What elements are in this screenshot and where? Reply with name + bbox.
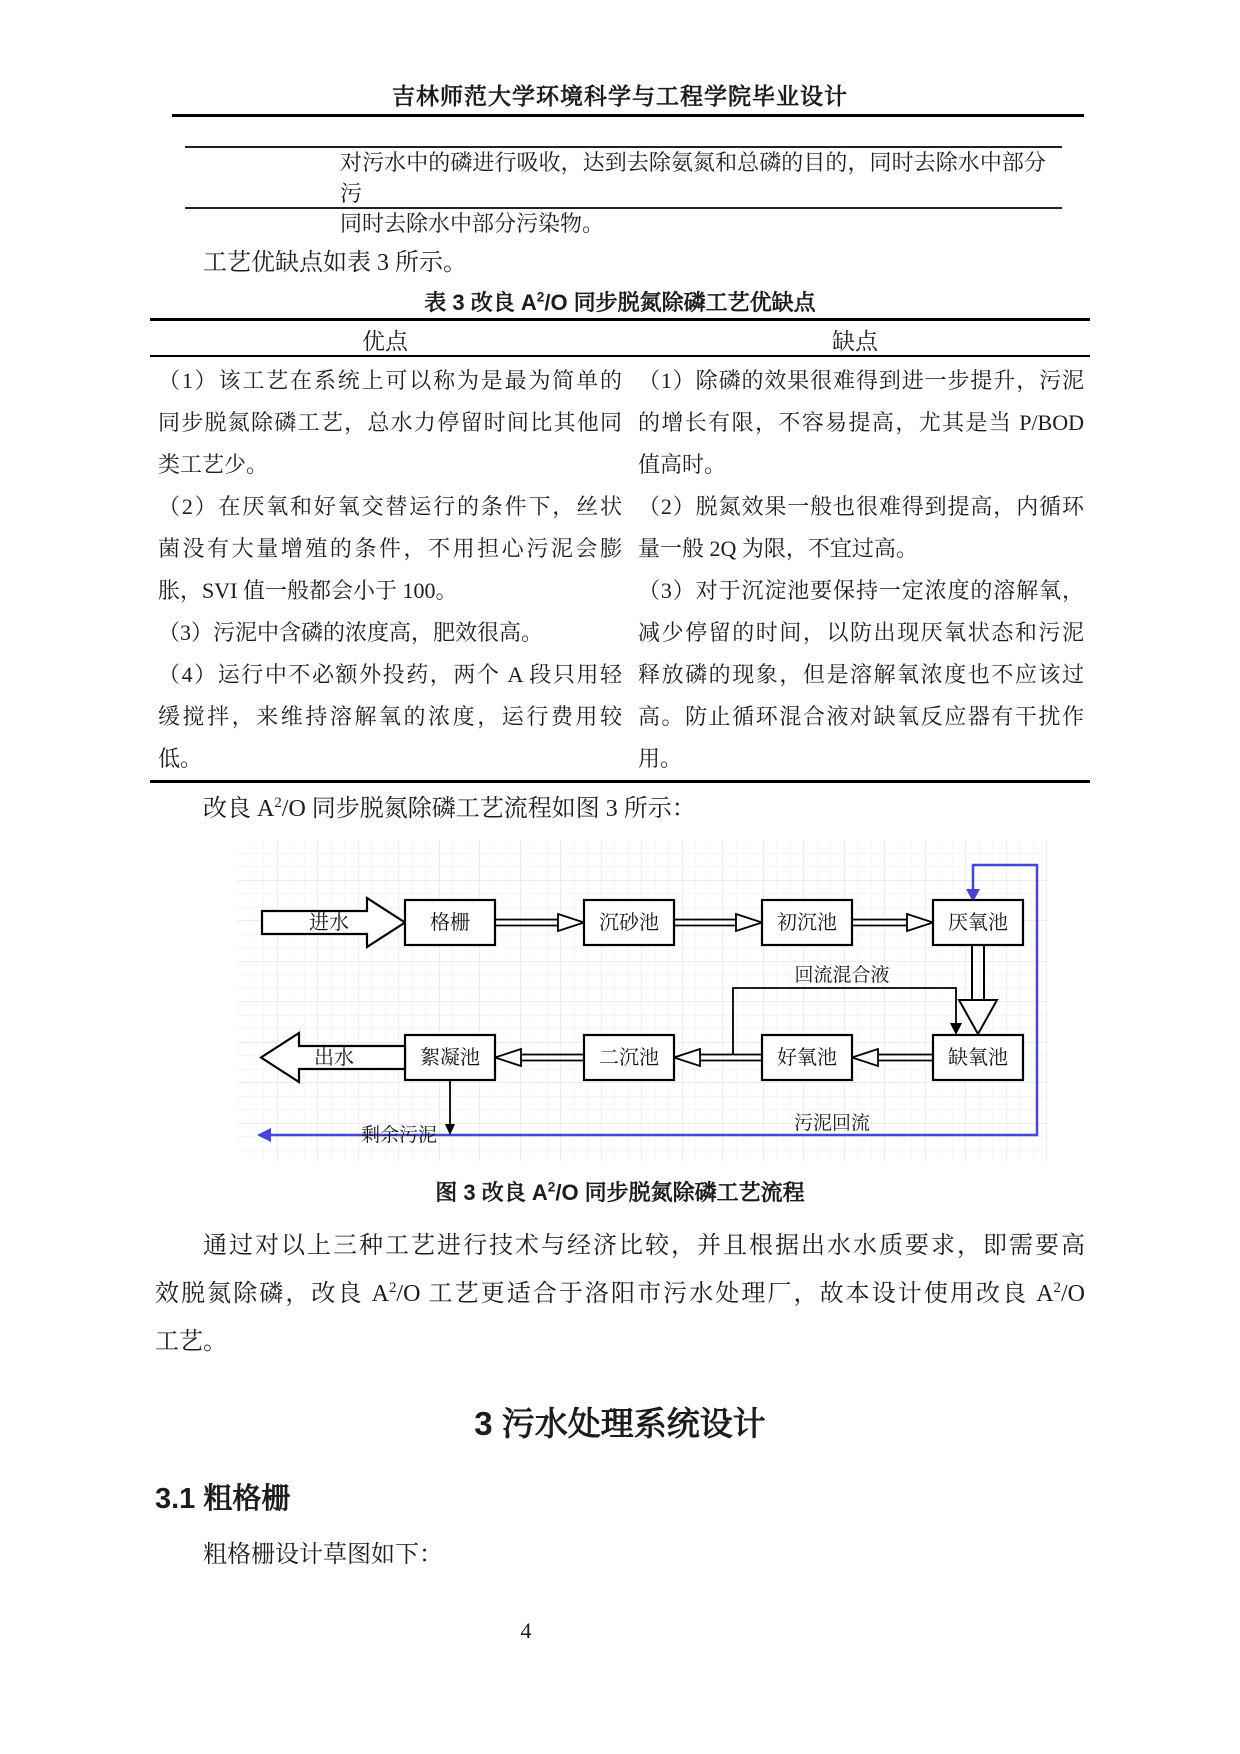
table-line: （1）除磷的效果很难得到进一步提升，污泥 (638, 368, 1084, 393)
sketch-paragraph: 粗格栅设计草图如下： (203, 1542, 443, 1568)
node-anaerobic-label: 厌氧池 (948, 912, 1008, 934)
section-heading: 3 污水处理系统设计 (474, 1405, 766, 1442)
diagram-grid-major (237, 840, 1047, 1162)
conclusion-text: /O (1060, 1281, 1085, 1307)
table-line: 用。 (638, 746, 683, 771)
table-line: 的增长有限，不容易提高，尤其是当 P/BOD (638, 410, 1084, 435)
table3-advantages-cell (158, 360, 622, 780)
fragment-table-cell (340, 148, 1046, 240)
conclusion-line: 通过对以上三种工艺进行技术与经济比较，并且根据出水水质要求，即需要高 (203, 1233, 1085, 1259)
table-line: 值高时。 (638, 452, 727, 477)
node-grit-label: 沉砂池 (599, 912, 659, 934)
table3-top-border (150, 318, 1090, 321)
table-line: 减少停留的时间，以防出现厌氧状态和污泥 (638, 620, 1084, 645)
intro-paragraph: 工艺优缺点如表 3 所示。 (203, 250, 467, 276)
figure3-caption-text: /O 同步脱氮除磷工艺流程 (555, 1180, 805, 1205)
node-grid-label: 格栅 (430, 912, 470, 934)
table-line: 释放磷的现象，但是溶解氧浓度也不应该过 (638, 662, 1084, 687)
table-line: 同步脱氮除磷工艺，总水力停留时间比其他同 (158, 410, 622, 435)
fragment-table-bottom-border (185, 207, 1062, 209)
conclusion-line: 工艺。 (155, 1329, 227, 1355)
table3-bottom-border (150, 780, 1090, 783)
table-line: 缓搅拌，来维持溶解氧的浓度，运行费用较 (158, 704, 622, 729)
table3-header-disadvantages: 缺点 (832, 329, 878, 354)
fragment-line: 对污水中的磷进行吸收，达到去除氨氮和总磷的目的，同时去除水中部分污 (340, 150, 1046, 206)
flow-intro-text: /O 同步脱氮除磷工艺流程如图 3 所示： (281, 796, 696, 822)
flow-intro-sup: 2 (274, 795, 282, 811)
excess-sludge-label: 剩余污泥 (360, 1125, 438, 1146)
conclusion-text: 效脱氮除磷，改良 A (155, 1281, 389, 1307)
conclusion-paragraph (155, 1222, 1085, 1366)
table3-caption-sup: 2 (536, 289, 545, 305)
table-line: （3）对于沉淀池要保持一定浓度的溶解氧， (638, 578, 1084, 603)
table-line: （2）在厌氧和好氧交替运行的条件下，丝状 (158, 494, 622, 519)
table3-header-row (150, 323, 1090, 356)
sludge-return-label: 污泥回流 (793, 1113, 871, 1134)
table-line: （2）脱氮效果一般也很难得到提高，内循环 (638, 494, 1084, 519)
flow-intro-paragraph (155, 788, 1085, 823)
table-line: 低。 (158, 746, 203, 771)
table-line: （1）该工艺在系统上可以称为是最为简单的 (158, 368, 622, 393)
table-line: 菌没有大量增殖的条件，不用担心污泥会膨 (158, 536, 622, 561)
page-number: 4 (520, 1618, 532, 1643)
figure3-caption-sup: 2 (547, 1179, 556, 1195)
fragment-line: 同时去除水中部分污染物。 (340, 211, 605, 236)
conclusion-sup: 2 (1053, 1280, 1061, 1296)
node-aerobic-label: 好氧池 (777, 1047, 837, 1069)
table3-caption (0, 286, 1240, 317)
outflow-label: 出水 (314, 1047, 354, 1069)
table-line: 类工艺少。 (158, 452, 269, 477)
subsection-heading: 3.1 粗格栅 (155, 1483, 291, 1515)
node-primary-label: 初沉池 (777, 912, 837, 934)
table-line: 高。防止循环混合液对缺氧反应器有干扰作 (638, 704, 1084, 729)
table-line: 胀，SVI 值一般都会小于 100。 (158, 578, 458, 603)
node-secondary-label: 二沉池 (599, 1047, 659, 1069)
figure3-caption-text: 图 3 改良 A (435, 1180, 548, 1205)
table3-header-advantages: 优点 (362, 329, 408, 354)
table-line: 量一般 2Q 为限，不宜过高。 (638, 536, 918, 561)
conclusion-sup: 2 (388, 1280, 397, 1296)
inflow-label: 进水 (309, 912, 349, 934)
table-line: （4）运行中不必额外投药，两个 A 段只用轻 (158, 662, 622, 687)
table3-disadvantages-cell (638, 360, 1084, 780)
conclusion-line (155, 1270, 1085, 1318)
table3-caption-text: /O 同步脱氮除磷工艺优缺点 (544, 290, 816, 315)
node-floc-label: 絮凝池 (420, 1047, 480, 1069)
flow-intro-text: 改良 A (203, 796, 275, 822)
table-line: （3）污泥中含磷的浓度高，肥效很高。 (158, 620, 544, 645)
page-header-title: 吉林师范大学环境科学与工程学院毕业设计 (392, 83, 848, 109)
figure3-caption (0, 1176, 1240, 1207)
conclusion-text: /O 工艺更适合于洛阳市污水处理厂，故本设计使用改良 A (396, 1281, 1054, 1307)
node-anoxic-label: 缺氧池 (948, 1047, 1008, 1069)
flow-diagram (237, 840, 1047, 1162)
table3-caption-text: 表 3 改良 A (424, 290, 537, 315)
mixed-liquor-label: 回流混合液 (794, 965, 890, 986)
header-rule (172, 114, 1084, 117)
table3-header-underline (150, 355, 1090, 357)
